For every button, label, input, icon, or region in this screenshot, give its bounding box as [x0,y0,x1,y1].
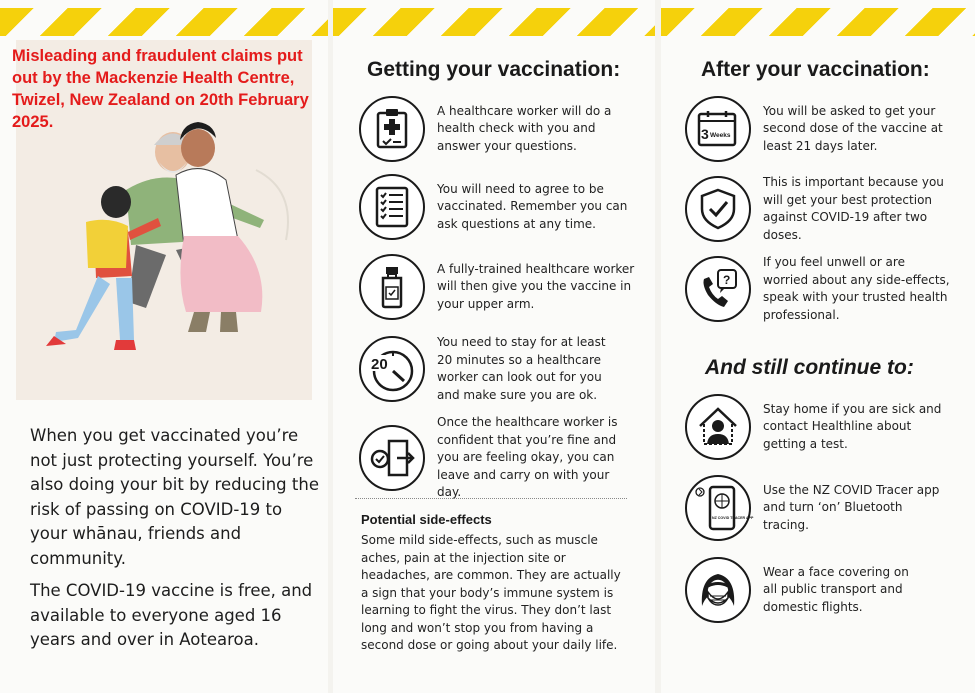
after-vaccination-panel [661,0,975,693]
front-panel [0,0,328,693]
calendar-unit: Weeks [710,132,731,139]
side-effects-body: Some mild side-effects, such as muscle aches, pain at the injection site or headaches, are common. They are actually a sign that your body’s immune system is learning to fight the virus. They don’t last long and won’t stop you from having a second dose or going about your daily life. [361,533,621,652]
clipboard-cross-icon [359,96,425,162]
continue-text: Use the NZ COVID Tracer app and turn ‘on’ Bluetooth tracing. [763,482,940,532]
step-text: Once the healthcare worker is confident that you’re fine and you are feeling okay, you can leave and carry on with your day. [437,415,618,499]
after-text: You will be asked to get your second dose of the vaccine at least 21 days later. [763,103,943,153]
after-second-dose [685,96,951,162]
step-text: You will need to agree to be vaccinated. Remember you can ask questions at any time. [437,181,628,231]
step-consent [359,174,633,240]
hazard-stripe [661,8,975,36]
intro-text [30,424,320,661]
intro-paragraph-1: When you get vaccinated you’re not just protecting yourself. You’re also doing your bit by reducing the risk of passing on COVID-19 to your whānau, friends and community. [30,426,319,568]
step-leave [359,414,633,502]
tracer-app-icon [685,475,754,541]
tracer-app-label: NZ COVID TRACER APP [712,516,754,520]
timer-label: 20 [371,356,388,373]
after-contact [685,254,951,324]
hazard-stripe [0,8,328,36]
svg-text:?: ? [723,273,731,287]
after-protection [685,174,951,244]
getting-vaccinated-panel [333,0,655,693]
timer-20-icon [359,336,425,402]
intro-paragraph-2: The COVID-19 vaccine is free, and available to everyone aged 16 years and over in Aotearoa. [30,581,313,649]
after-text: If you feel unwell or are worried about any side-effects, speak with your trusted health professional. [763,255,950,322]
continue-text: Wear a face covering on all public transport and domestic flights. [763,564,909,614]
phone-question-icon [685,256,751,322]
shield-check-icon [685,176,751,242]
calendar-icon [685,96,751,162]
vaccine-vial-icon [359,254,425,320]
continue-text: Stay home if you are sick and contact Healthline about getting a test. [763,401,942,451]
step-injection [359,254,637,320]
continue-stay-home [685,394,951,460]
exit-door-icon [359,425,425,491]
continue-tracer [685,475,951,541]
stay-home-icon [685,394,751,460]
fraud-warning-text: Misleading and fraudulent claims put out by the Mackenzie Health Centre, Twizel, New Zealand on 20th February 2025. [12,47,309,131]
step-health-check [359,96,633,162]
step-text: A fully-trained healthcare worker will then give you the vaccine in your upper arm. [437,261,635,311]
checklist-icon [359,174,425,240]
continue-title: And still continue to: [705,356,914,379]
after-title: After your vaccination: [701,58,930,81]
hazard-stripe [333,8,655,36]
step-text: You need to stay for at least 20 minutes so a healthcare worker can look out for you and make sure you are ok. [437,335,606,402]
step-text: A healthcare worker will do a health check with you and answer your questions. [437,103,612,153]
face-mask-icon [685,557,751,623]
section-divider [355,498,627,499]
continue-mask [685,557,913,623]
side-effects-title: Potential side-effects [361,512,492,527]
after-text: This is important because you will get your best protection against COVID-19 after two doses. [763,175,944,242]
calendar-number: 3 [701,126,709,142]
step-wait [359,334,617,404]
getting-title: Getting your vaccination: [367,58,621,81]
